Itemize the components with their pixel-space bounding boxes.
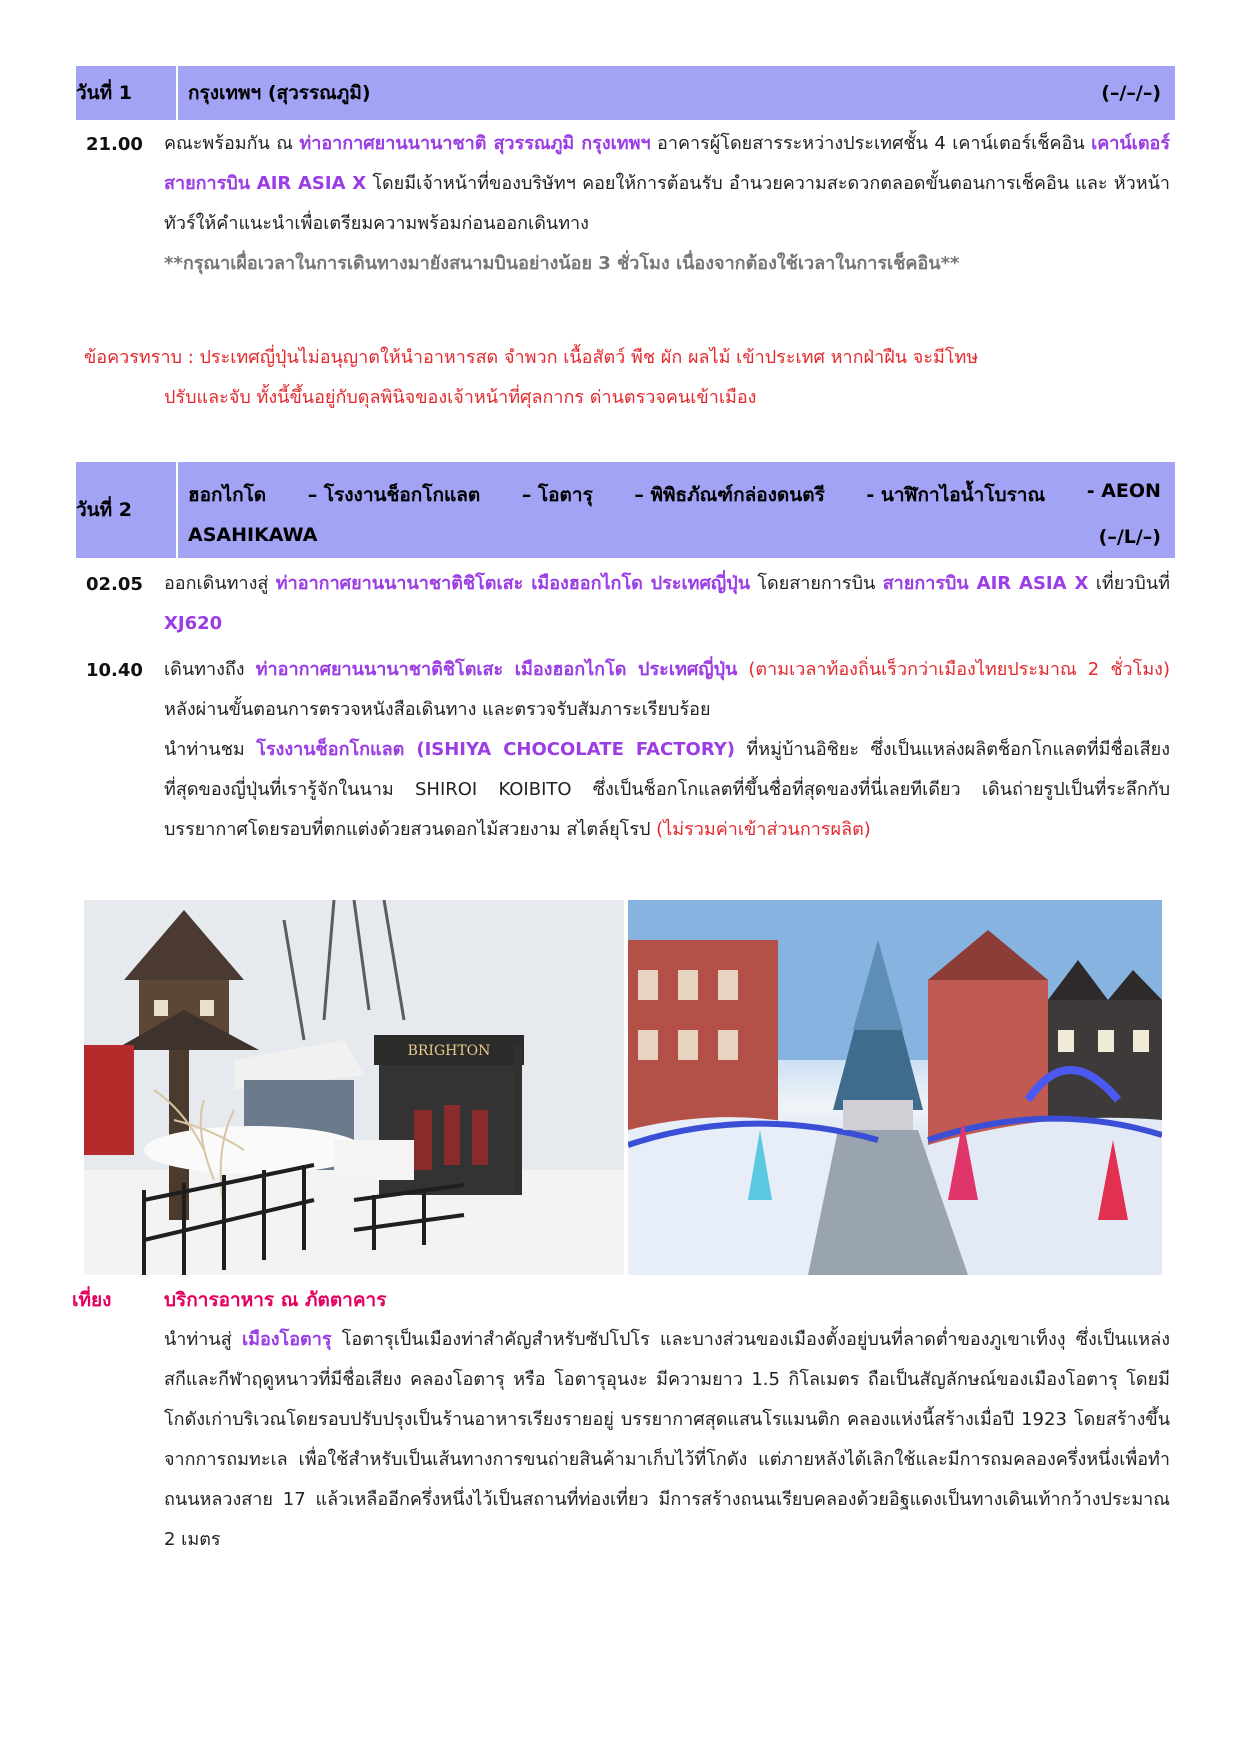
day2-departure (164, 564, 1170, 644)
factory-note: (ไม่รวมค่าเข้าส่วนการผลิต) (656, 819, 871, 840)
christmas-garden-illustration (628, 900, 1162, 1275)
day1-title: กรุงเทพฯ (สุวรรณภูมิ) (188, 82, 371, 104)
departure-text-a: ออกเดินทางสู่ (164, 573, 276, 594)
otaru-description (164, 1320, 1170, 1560)
day1-note: **กรุณาเผื่อเวลาในการเดินทางมายังสนามบินอย่างน้อย 3 ชั่วโมง เนื่องจากต้องใช้เวลาในการเช็คอิน** (164, 253, 960, 274)
day1-header (76, 66, 1175, 120)
day2-meals: (–/L/–) (1098, 526, 1161, 548)
day1-description (164, 124, 1170, 284)
lunch-row (72, 1285, 386, 1315)
lunch-text: บริการอาหาร ณ ภัตตาคาร (164, 1289, 387, 1311)
otaru-name: เมืองโอตารุ (241, 1329, 332, 1350)
day1-meals: (–/–/–) (1101, 82, 1161, 104)
day2-title-word: - นาฬิกาไอน้ำโบราณ (866, 484, 1046, 506)
arrival-local-time: (ตามเวลาท้องถิ่นเร็วกว่าเมืองไทยประมาณ 2 ชั่วโมง) (737, 659, 1170, 680)
day2-header (76, 462, 1175, 558)
departure-airline: สายการบิน AIR ASIA X (882, 573, 1089, 594)
day2-label: วันที่ 2 (76, 462, 178, 558)
otaru-text-a: นำท่านสู่ (164, 1329, 242, 1350)
arrival-place: ท่าอากาศยานนานาชาติชิโตเสะ เมืองฮอกไกโด ประเทศญี่ปุ่น (255, 659, 738, 680)
day1-time: 21.00 (86, 134, 143, 155)
notice (84, 338, 1176, 418)
day2-title-word: ฮอกไกโด (188, 484, 267, 506)
brighton-sign: BRIGHTON (407, 1043, 491, 1059)
christmas-garden-photo (628, 900, 1162, 1275)
notice-line1: ข้อควรทราบ : ประเทศญี่ปุ่นไม่อนุญาตให้นำอาหารสด จำพวก เนื้อสัตว์ พืช ผัก ผลไม้ เข้าประเทศ หากฝ่าฝืน จะมีโทษ (84, 347, 979, 368)
arrival-text-a: เดินทางถึง (164, 659, 256, 680)
day1-place: ท่าอากาศยานนานาชาติ สุวรรณภูมิ กรุงเทพฯ (299, 133, 651, 154)
factory-text-b: ที่หมู่บ้านอิชิยะ ซึ่งเป็นแหล่งผลิตช็อกโกแลตที่มีชื่อเสียงที่สุดของญี่ปุ่นที่เรารู้จักในนาม SHIROI KOIBITO ซึ่งเป็นช็อกโกแลตที่ขึ้นชื่อที่สุดของที่นี่เลยทีเดียว เดินถ่ายรูปเป็นที่ระลึกกับบรรยากาศโดยรอบที่ตกแต่งด้วยสวนดอกไม้สวยงาม สไตล์ยุโรป (164, 739, 1170, 840)
lunch-label: เที่ยง (72, 1289, 112, 1311)
day2-title-word: - AEON (1086, 480, 1161, 502)
day1-label: วันที่ 1 (76, 66, 178, 120)
arrival-text-b: หลังผ่านขั้นตอนการตรวจหนังสือเดินทาง และตรวจรับสัมภาระเรียบร้อย (164, 699, 711, 720)
departure-place: ท่าอากาศยานนานาชาติชิโตเสะ เมืองฮอกไกโด ประเทศญี่ปุ่น (275, 573, 750, 594)
flight-number: XJ620 (164, 613, 223, 634)
factory-text-a: นำท่านชม (164, 739, 257, 760)
day2-title-word: – โรงงานช็อกโกแลต (307, 484, 481, 506)
day2-time-1: 02.05 (86, 574, 143, 595)
day2-title (176, 462, 1175, 558)
otaru-text-b: โอตารุเป็นเมืองท่าสำคัญสำหรับซัปโปโร และบางส่วนของเมืองตั้งอยู่บนที่ลาดต่ำของภูเขาเท็งงุ ซึ่งเป็นแหล่งสกีและกีฬาฤดูหนาวที่มีชื่อเสียง คลองโอตารุ หรือ โอตารุอุนงะ มีความยาว 1.5 กิโลเมตร ถือเป็นสัญลักษณ์ของเมืองโอตารุ โดยมีโกดังเก่าบริเวณโดยรอบปรับปรุงเป็นร้านอาหารเรียงรายอยู่ บรรยากาศสุดแสนโรแมนติก คลองแห่งนี้สร้างเมื่อปี 1923 โดยสร้างขึ้นจากการถมทะเล เพื่อใช้สำหรับเป็นเส้นทางการขนถ่ายสินค้ามาเก็บไว้ที่โกดัง แต่ภายหลังได้เลิกใช้และมีการถมคลองครึ่งหนึ่งเพื่อทำถนนหลวงสาย 17 แล้วเหลืออีกครึ่งหนึ่งไว้เป็นสถานที่ท่องเที่ยว มีการสร้างถนนเรียบคลองด้วยอิฐแดงเป็นทางเดินเท้ากว้างประมาณ 2 เมตร (164, 1329, 1170, 1550)
day1-counter: เคาน์เตอร์สายการบิน AIR ASIA X (164, 133, 1170, 194)
day1-text-b: อาคารผู้โดยสารระหว่างประเทศชั้น 4 เคาน์เตอร์เช็คอิน (650, 133, 1092, 154)
day2-title-word: – โอตารุ (521, 484, 593, 506)
day1-text-a: คณะพร้อมกัน ณ (164, 133, 300, 154)
day2-title-line2: ASAHIKAWA (188, 524, 318, 546)
day2-arrival (164, 650, 1170, 850)
day2-title-word: – พิพิธภัณฑ์กล่องดนตรี (634, 484, 825, 506)
day2-time-2: 10.40 (86, 660, 143, 681)
chocolate-factory-photo (84, 900, 624, 1275)
departure-text-c: เที่ยวบินที่ (1088, 573, 1170, 594)
departure-text-b: โดยสายการบิน (750, 573, 883, 594)
chocolate-factory-illustration (84, 900, 624, 1275)
notice-line2: ปรับและจับ ทั้งนี้ขึ้นอยู่กับดุลพินิจของเจ้าหน้าที่ศุลกากร ด่านตรวจคนเข้าเมือง (164, 387, 757, 408)
factory-name: โรงงานช็อกโกแลต (ISHIYA CHOCOLATE FACTORY) (256, 739, 735, 760)
day1-text-c: โดยมีเจ้าหน้าที่ของบริษัทฯ คอยให้การต้อนรับ อำนวยความสะดวกตลอดขั้นตอนการเช็คอิน และ หัวหน้าทัวร์ให้คำแนะนำเพื่อเตรียมความพร้อมก่อนออกเดินทาง (164, 173, 1170, 234)
